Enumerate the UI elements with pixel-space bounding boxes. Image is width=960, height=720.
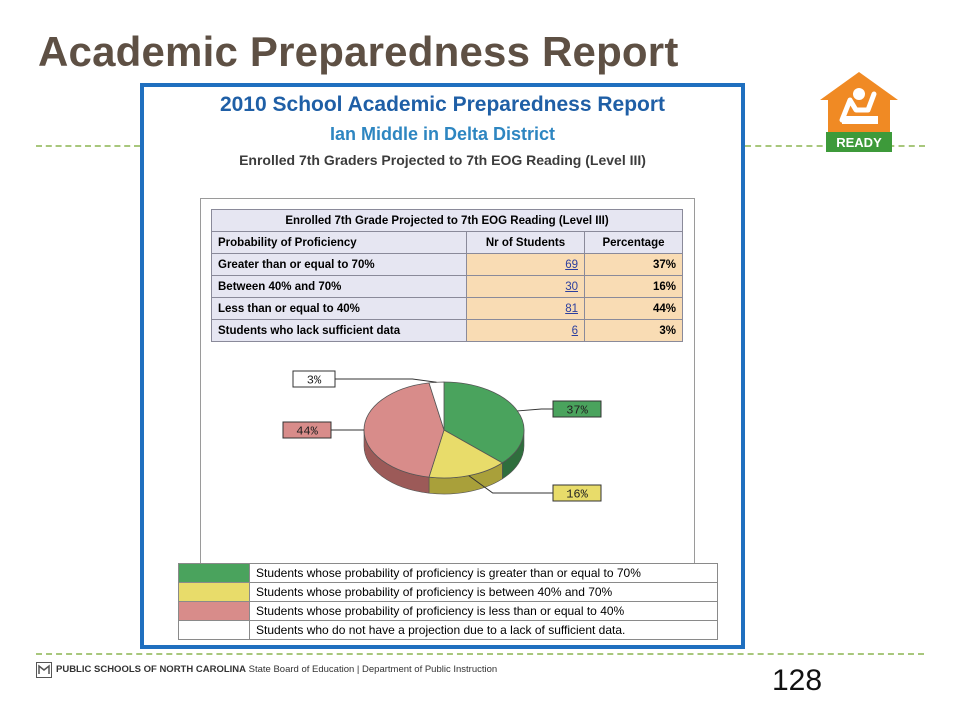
row-count-link[interactable]: 69	[565, 258, 578, 271]
legend-row	[179, 564, 718, 583]
legend-swatch	[179, 621, 250, 640]
row-label: Less than or equal to 40%	[212, 298, 467, 320]
slide-title: Academic Preparedness Report	[38, 28, 679, 75]
header-probability: Probability of Proficiency	[212, 232, 467, 254]
data-label: 37%	[566, 403, 588, 418]
nc-dpi-seal-icon	[36, 662, 52, 678]
data-label-leader	[335, 379, 436, 382]
footer-org: PUBLIC SCHOOLS OF NORTH CAROLINA	[56, 664, 246, 675]
row-label: Between 40% and 70%	[212, 276, 467, 298]
legend-swatch	[179, 564, 250, 583]
report-school: Ian Middle in Delta District	[329, 124, 556, 144]
legend-swatch	[179, 602, 250, 621]
legend-text: Students whose probability of proficiency is greater than or equal to 70%	[250, 564, 718, 583]
row-count-link[interactable]: 6	[571, 324, 578, 337]
row-percentage: 16%	[585, 276, 683, 298]
report-title: 2010 School Academic Preparedness Report	[219, 93, 666, 116]
legend-row	[179, 621, 718, 640]
row-percentage: 37%	[585, 254, 683, 276]
report-subtitle: Enrolled 7th Graders Projected to 7th EOG Reading (Level III)	[239, 152, 646, 168]
row-label: Greater than or equal to 70%	[212, 254, 467, 276]
row-percentage: 3%	[585, 320, 683, 342]
footer	[56, 664, 497, 675]
legend-text: Students whose probability of proficiency is less than or equal to 40%	[250, 602, 718, 621]
page-number: 128	[772, 664, 823, 697]
data-label: 3%	[306, 373, 322, 388]
legend-text: Students whose probability of proficiency is between 40% and 70%	[250, 583, 718, 602]
legend-table	[178, 563, 718, 640]
legend-row	[179, 583, 718, 602]
data-label: 16%	[566, 487, 588, 502]
row-percentage: 44%	[585, 298, 683, 320]
data-label: 44%	[296, 424, 318, 439]
ready-badge-text: READY	[836, 135, 882, 150]
legend-row	[179, 602, 718, 621]
row-count-link[interactable]: 30	[565, 280, 578, 293]
header-percentage: Percentage	[585, 232, 683, 254]
row-count-link[interactable]: 81	[565, 302, 578, 315]
legend-swatch	[179, 583, 250, 602]
legend-text: Students who do not have a projection due to a lack of sufficient data.	[250, 621, 718, 640]
row-label: Students who lack sufficient data	[212, 320, 467, 342]
footer-dept: State Board of Education | Department of Public Instruction	[248, 664, 498, 675]
data-label-leader	[517, 409, 553, 411]
table-caption: Enrolled 7th Grade Projected to 7th EOG Reading (Level III)	[212, 210, 683, 232]
header-count: Nr of Students	[467, 232, 585, 254]
